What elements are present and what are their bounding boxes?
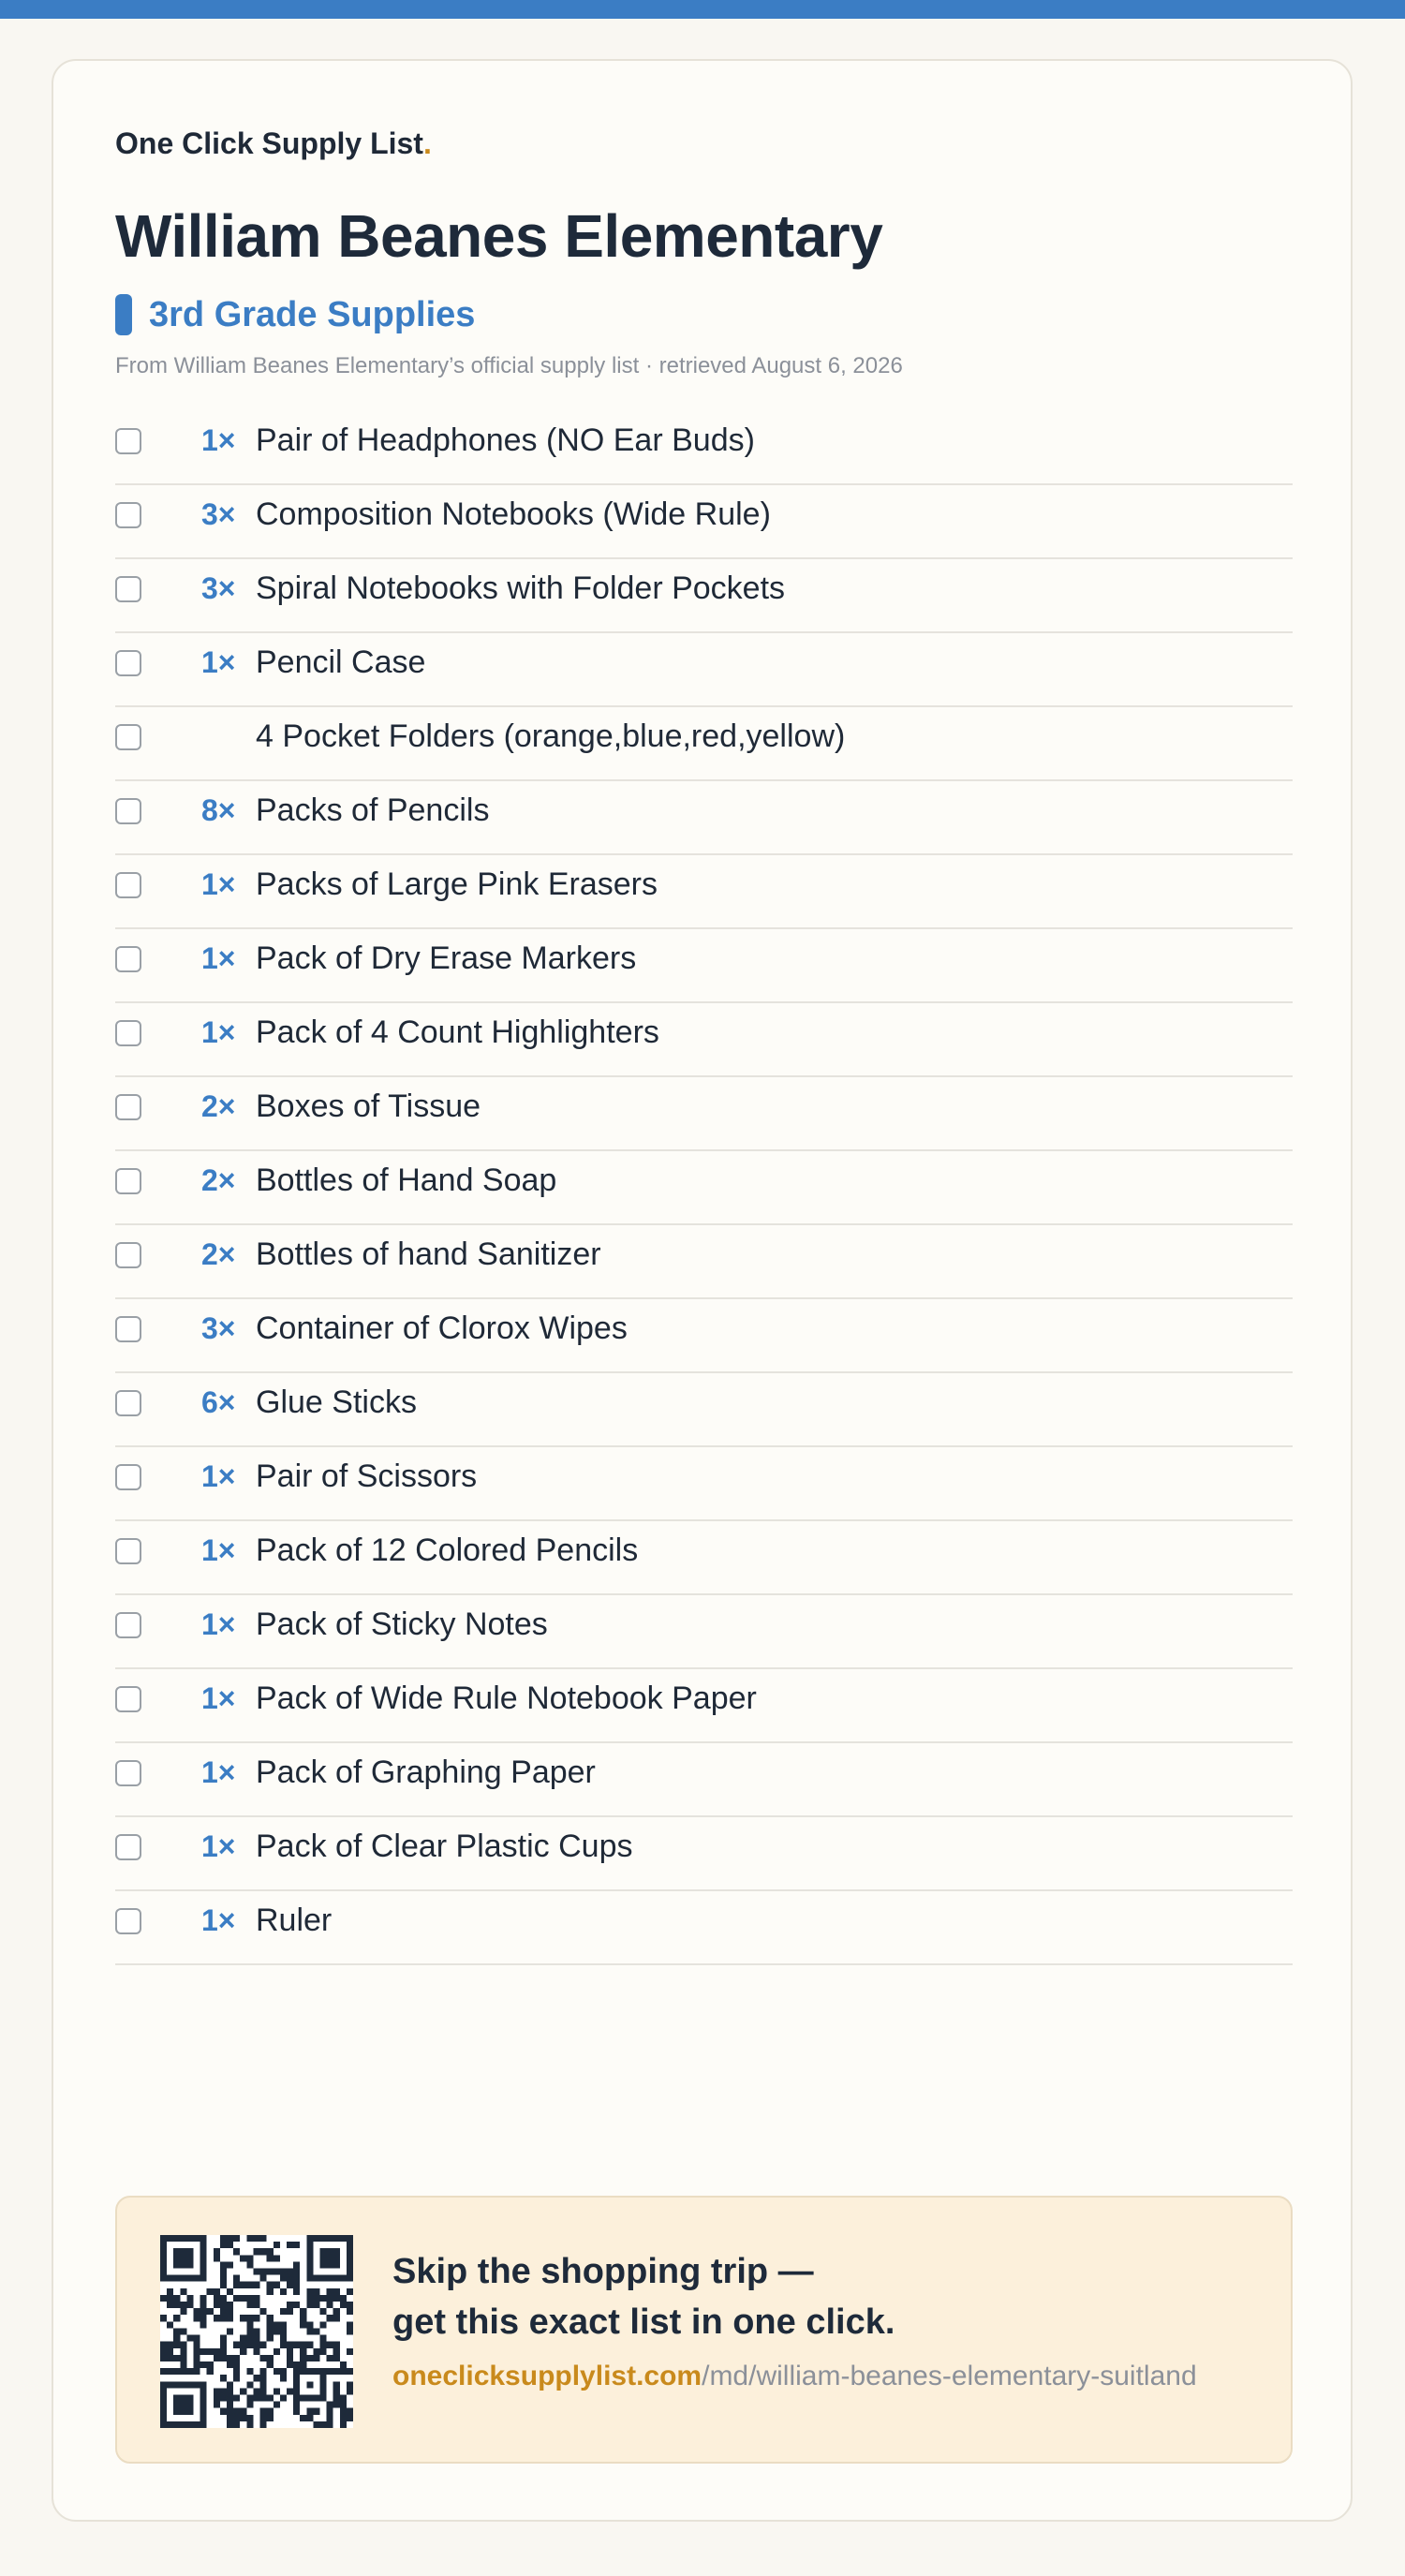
item-checkbox[interactable]: [115, 1094, 141, 1120]
item-checkbox[interactable]: [115, 724, 141, 750]
supply-item: [115, 411, 1293, 485]
qr-code-icon: [160, 2235, 353, 2428]
item-checkbox[interactable]: [115, 1464, 141, 1490]
item-label: Boxes of Tissue: [256, 1088, 481, 1124]
supply-item: [115, 1077, 1293, 1151]
item-quantity: 1×: [201, 1459, 236, 1493]
supply-item: [115, 1299, 1293, 1373]
item-label: Glue Sticks: [256, 1384, 417, 1420]
promo-url-domain[interactable]: oneclicksupplylist.com: [392, 2361, 702, 2391]
item-quantity: 3×: [201, 571, 236, 605]
supply-item: [115, 707, 1293, 781]
promo-headline-2: get this exact list in one click.: [392, 2302, 895, 2342]
item-quantity: 1×: [201, 1533, 236, 1567]
item-checkbox[interactable]: [115, 872, 141, 898]
grade-title: 3rd Grade Supplies: [149, 294, 476, 334]
item-checkbox[interactable]: [115, 1908, 141, 1934]
supply-item: [115, 1521, 1293, 1595]
supply-items-list: [115, 411, 1293, 1965]
item-label: Spiral Notebooks with Folder Pockets: [256, 570, 786, 606]
item-checkbox[interactable]: [115, 576, 141, 602]
item-quantity: 3×: [201, 497, 236, 531]
brand-dot: .: [422, 126, 432, 160]
item-quantity: 1×: [201, 1829, 236, 1863]
item-quantity: 2×: [201, 1163, 236, 1197]
item-label: Pencil Case: [256, 644, 426, 680]
item-label: Composition Notebooks (Wide Rule): [256, 496, 771, 532]
item-label: Pair of Scissors: [256, 1458, 478, 1494]
item-label: Bottles of hand Sanitizer: [256, 1236, 601, 1272]
item-quantity: 6×: [201, 1385, 236, 1419]
promo-url-path[interactable]: /md/william-beanes-elementary-suitland: [702, 2361, 1197, 2391]
supply-item: [115, 1373, 1293, 1447]
item-label: Pack of 12 Colored Pencils: [256, 1532, 639, 1568]
item-label: Ruler: [256, 1902, 333, 1938]
item-label: Container of Clorox Wipes: [256, 1310, 628, 1346]
promo-headline-1: Skip the shopping trip —: [392, 2252, 814, 2291]
item-quantity: 1×: [201, 867, 236, 901]
source-note: From William Beanes Elementary’s official supply list · retrieved August 6, 2026: [115, 353, 903, 378]
item-label: Pack of 4 Count Highlighters: [256, 1014, 659, 1050]
school-title: William Beanes Elementary: [115, 202, 883, 270]
supply-item: [115, 1817, 1293, 1891]
item-checkbox[interactable]: [115, 1242, 141, 1268]
item-quantity: 2×: [201, 1089, 236, 1123]
supply-item: [115, 1447, 1293, 1521]
promo-text: [392, 2246, 1197, 2392]
supply-list-card: [52, 59, 1353, 2522]
item-label: Packs of Pencils: [256, 792, 490, 828]
supply-item: [115, 559, 1293, 633]
supply-item: [115, 929, 1293, 1003]
supply-item: [115, 1595, 1293, 1669]
brand-name: One Click Supply List: [115, 126, 423, 160]
item-quantity: 1×: [201, 645, 236, 679]
item-label: Pack of Clear Plastic Cups: [256, 1828, 633, 1864]
item-quantity: 1×: [201, 1755, 236, 1789]
item-checkbox[interactable]: [115, 650, 141, 676]
grade-accent-bar: [115, 294, 132, 335]
item-quantity: 1×: [201, 1903, 236, 1937]
item-label: Pack of Wide Rule Notebook Paper: [256, 1680, 757, 1716]
supply-item: [115, 1225, 1293, 1299]
item-label: 4 Pocket Folders (orange,blue,red,yellow): [256, 718, 846, 754]
item-checkbox[interactable]: [115, 1834, 141, 1860]
item-checkbox[interactable]: [115, 1390, 141, 1416]
item-checkbox[interactable]: [115, 946, 141, 972]
item-quantity: 1×: [201, 941, 236, 975]
item-quantity: 3×: [201, 1311, 236, 1345]
item-quantity: 1×: [201, 1015, 236, 1049]
brand-logo-text: [115, 126, 432, 161]
item-checkbox[interactable]: [115, 502, 141, 528]
promo-banner[interactable]: [115, 2196, 1293, 2464]
supply-item: [115, 633, 1293, 707]
item-checkbox[interactable]: [115, 1760, 141, 1786]
supply-item: [115, 1743, 1293, 1817]
supply-item: [115, 855, 1293, 929]
item-checkbox[interactable]: [115, 1538, 141, 1564]
supply-item: [115, 485, 1293, 559]
item-label: Pair of Headphones (NO Ear Buds): [256, 422, 755, 458]
promo-link[interactable]: [392, 2361, 1197, 2392]
top-accent-bar: [0, 0, 1405, 19]
item-label: Bottles of Hand Soap: [256, 1162, 557, 1198]
item-checkbox[interactable]: [115, 1020, 141, 1046]
item-label: Packs of Large Pink Erasers: [256, 866, 658, 902]
item-label: Pack of Sticky Notes: [256, 1606, 548, 1642]
item-checkbox[interactable]: [115, 1612, 141, 1638]
item-quantity: 2×: [201, 1237, 236, 1271]
supply-item: [115, 1003, 1293, 1077]
item-checkbox[interactable]: [115, 1168, 141, 1194]
item-quantity: 8×: [201, 793, 236, 827]
item-checkbox[interactable]: [115, 428, 141, 454]
item-checkbox[interactable]: [115, 798, 141, 824]
grade-heading: [115, 292, 475, 337]
item-label: Pack of Graphing Paper: [256, 1754, 596, 1790]
item-checkbox[interactable]: [115, 1316, 141, 1342]
item-quantity: 1×: [201, 1607, 236, 1641]
supply-item: [115, 781, 1293, 855]
item-checkbox[interactable]: [115, 1686, 141, 1712]
item-quantity: 1×: [201, 1681, 236, 1715]
item-quantity: 1×: [201, 423, 236, 457]
item-label: Pack of Dry Erase Markers: [256, 940, 637, 976]
supply-item: [115, 1151, 1293, 1225]
supply-item: [115, 1891, 1293, 1965]
supply-item: [115, 1669, 1293, 1743]
